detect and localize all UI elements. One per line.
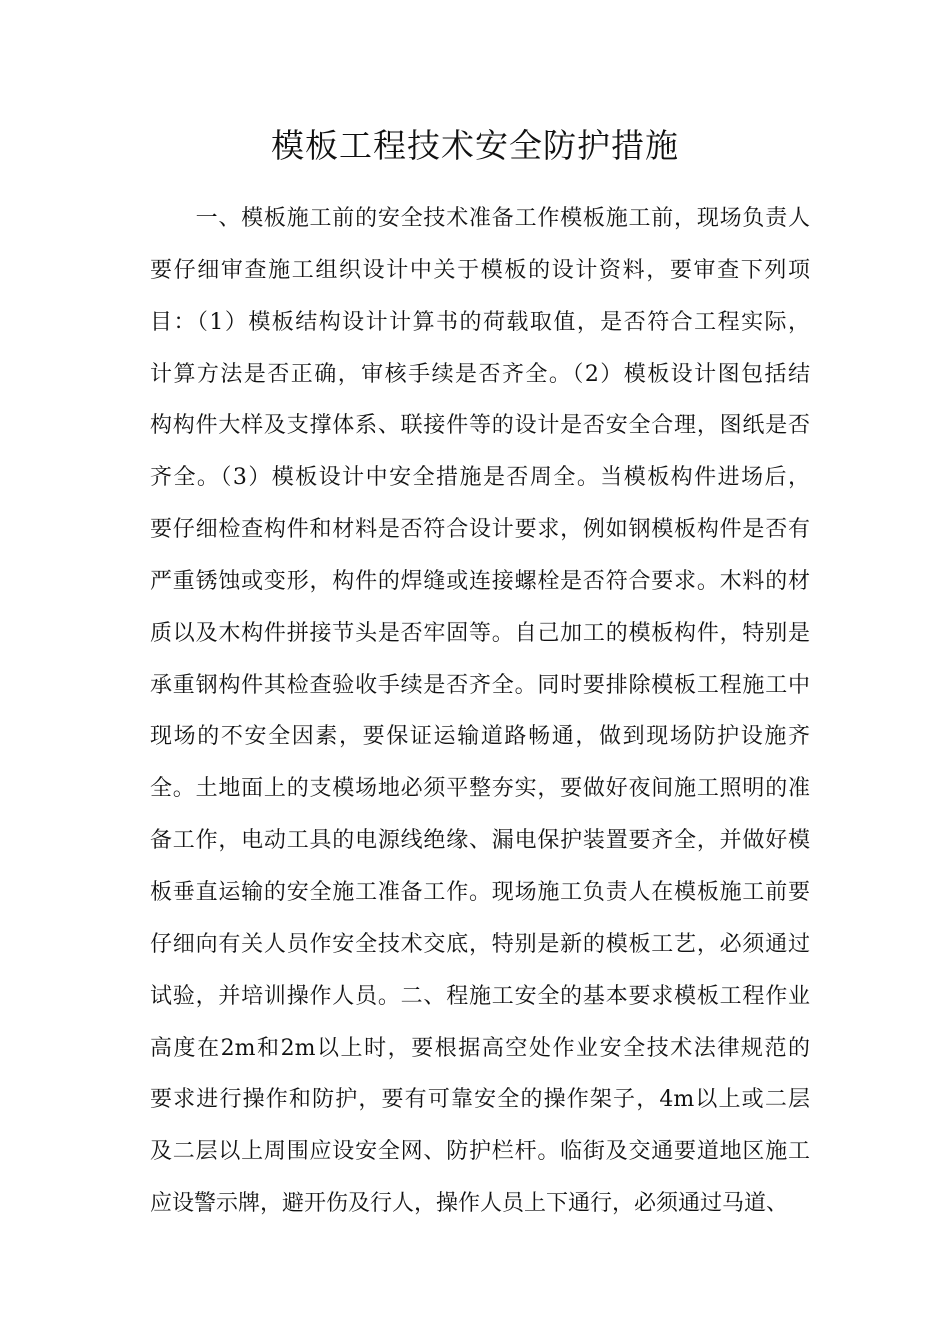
body-line: 现场的不安全因素，要保证运输道路畅通，做到现场防护设施齐 xyxy=(150,724,810,750)
body-line: 要求进行操作和防护，要有可靠安全的操作架子，4m以上或二层 xyxy=(150,1087,810,1113)
body-line: 构构件大样及支撑体系、联接件等的设计是否安全合理，图纸是否 xyxy=(150,413,810,439)
document-title: 模板工程技术安全防护措施 xyxy=(271,126,679,165)
body-line: 严重锈蚀或变形，构件的焊缝或连接螺栓是否符合要求。木料的材 xyxy=(150,568,810,594)
body-line: 高度在2m和2m以上时，要根据高空处作业安全技术法律规范的 xyxy=(150,1035,810,1061)
body-line: 承重钢构件其检查验收手续是否齐全。同时要排除模板工程施工中 xyxy=(150,672,810,698)
body-line: 要仔细审查施工组织设计中关于模板的设计资料，要审查下列项 xyxy=(150,257,810,283)
body-line: 要仔细检查构件和材料是否符合设计要求，例如钢模板构件是否有 xyxy=(150,517,810,543)
body-line: 应设警示牌，避开伤及行人，操作人员上下通行，必须通过马道、 xyxy=(150,1191,789,1217)
body-line: 试验，并培训操作人员。二、程施工安全的基本要求模板工程作业 xyxy=(150,983,810,1009)
body-line: 一、模板施工前的安全技术准备工作模板施工前，现场负责人 xyxy=(150,206,810,231)
body-line: 备工作，电动工具的电源线绝缘、漏电保护装置要齐全，并做好模 xyxy=(150,828,810,854)
body-line: 目：（1）模板结构设计计算书的荷载取值，是否符合工程实际， xyxy=(150,309,810,335)
body-line: 仔细向有关人员作安全技术交底，特别是新的模板工艺，必须通过 xyxy=(150,931,810,957)
body-line: 计算方法是否正确，审核手续是否齐全。（2）模板设计图包括结 xyxy=(150,361,810,387)
body-line: 板垂直运输的安全施工准备工作。现场施工负责人在模板施工前要 xyxy=(150,879,810,905)
body-line: 齐全。（3）模板设计中安全措施是否周全。当模板构件进场后， xyxy=(150,465,810,491)
body-line: 质以及木构件拼接节头是否牢固等。自己加工的模板构件，特别是 xyxy=(150,620,810,646)
document-body xyxy=(150,193,810,1230)
body-line: 全。土地面上的支模场地必须平整夯实，要做好夜间施工照明的准 xyxy=(150,776,810,802)
body-line: 及二层以上周围应设安全网、防护栏杆。临街及交通要道地区施工 xyxy=(150,1139,810,1165)
